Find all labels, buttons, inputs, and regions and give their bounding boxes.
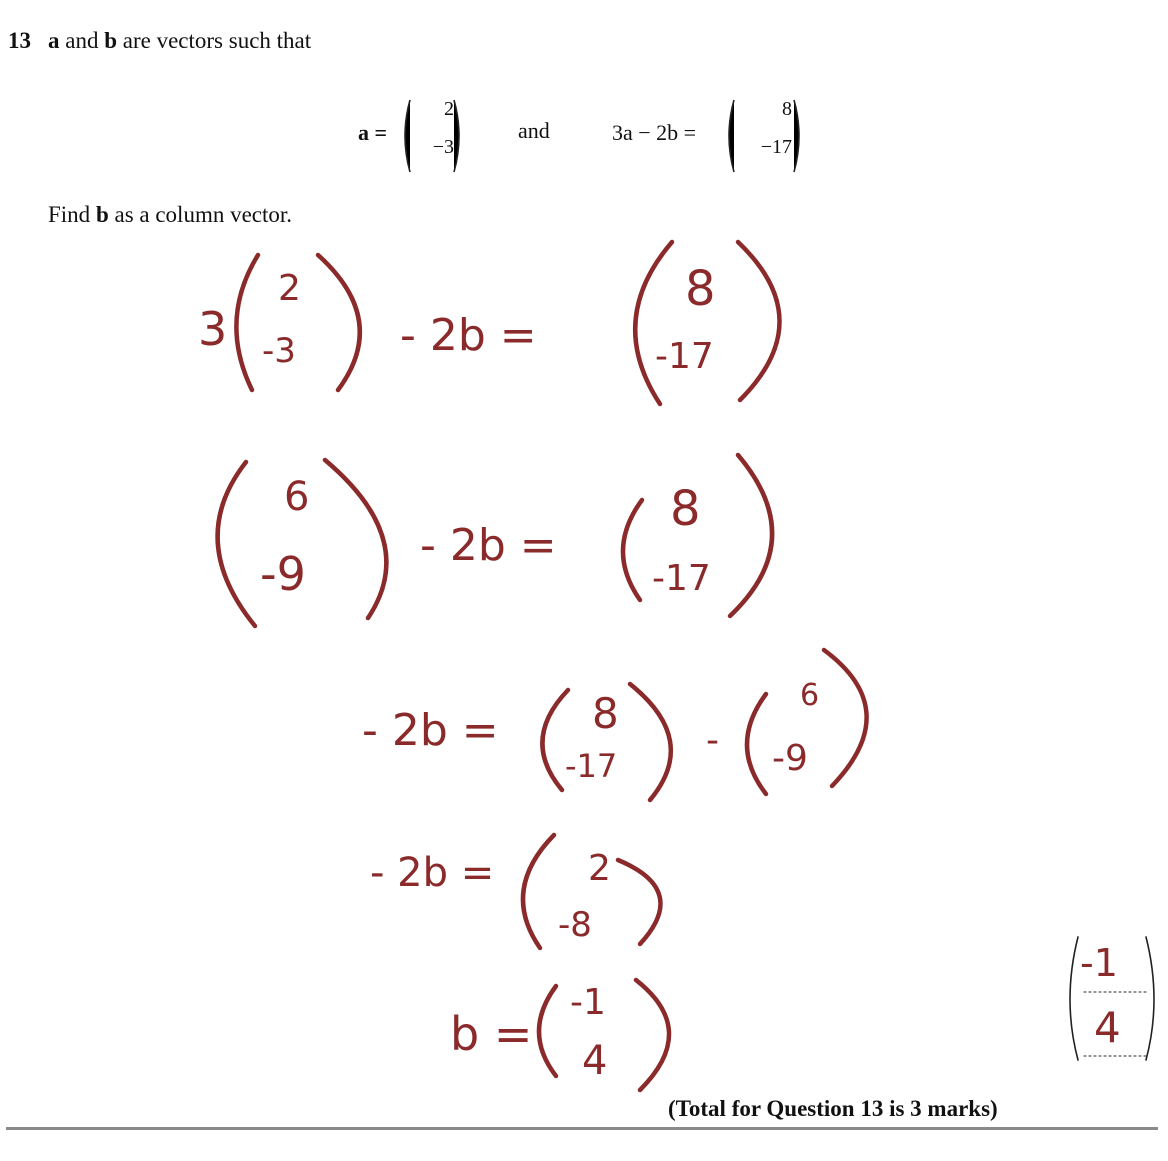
find-pre: Find <box>48 202 91 227</box>
question-total-marks: (Total for Question 13 is 3 marks) <box>668 1096 998 1121</box>
line2-vec-top: 6 <box>284 474 310 520</box>
line5-vec-top: -1 <box>570 982 606 1023</box>
line2-middle: - 2b = <box>420 520 557 571</box>
line5-lhs: b = <box>450 1007 533 1061</box>
line3-minus: - <box>706 720 719 761</box>
expr-vector-bottom: −17 <box>760 136 792 158</box>
line1-vec-top: 2 <box>278 268 301 309</box>
a-equals-label: a = <box>358 120 388 145</box>
expr-label: 3a − 2b = <box>612 120 697 145</box>
given-and: and <box>518 118 550 143</box>
a-vector-top: 2 <box>444 98 454 120</box>
working-line-2 <box>218 455 773 626</box>
working-line-4 <box>370 835 660 948</box>
answer-bottom: 4 <box>1094 1003 1121 1052</box>
line3-lhs: - 2b = <box>362 705 499 756</box>
line3-v2-bottom: -9 <box>772 738 808 779</box>
line2-vec-bottom: -9 <box>260 547 306 601</box>
expr-vector-top: 8 <box>782 98 792 120</box>
line4-vec-top: 2 <box>588 848 611 889</box>
find-post: as a column vector. <box>114 202 293 227</box>
working-line-3 <box>362 650 867 800</box>
answer-top: -1 <box>1080 941 1118 985</box>
intro-and: and <box>65 28 99 53</box>
line1-middle: - 2b = <box>400 310 537 361</box>
line2-rhs-top: 8 <box>670 481 701 537</box>
line1-coefficient: 3 <box>198 302 228 356</box>
bottom-rule <box>6 1127 1158 1130</box>
vector-a-name: a <box>48 28 60 53</box>
line1-rhs-top: 8 <box>685 261 716 317</box>
line3-v1-top: 8 <box>592 689 619 738</box>
line1-vec-bottom: -3 <box>262 331 296 371</box>
find-b: b <box>95 202 109 227</box>
line2-rhs-bottom: -17 <box>652 558 711 599</box>
line1-rhs-bottom: -17 <box>655 336 714 377</box>
line4-vec-bottom: -8 <box>558 905 592 945</box>
question-number: 13 <box>8 28 31 53</box>
intro-rest: are vectors such that <box>122 28 312 53</box>
line3-v2-top: 6 <box>800 678 820 713</box>
line3-v1-bottom: -17 <box>565 747 618 785</box>
working-line-5 <box>450 980 669 1090</box>
line5-vec-bottom: 4 <box>582 1038 608 1084</box>
answer-box <box>1070 937 1154 1060</box>
vector-b-name: b <box>104 28 118 53</box>
line4-lhs: - 2b = <box>370 850 495 896</box>
a-vector-bottom: −3 <box>432 136 454 158</box>
working-line-1 <box>198 242 780 404</box>
